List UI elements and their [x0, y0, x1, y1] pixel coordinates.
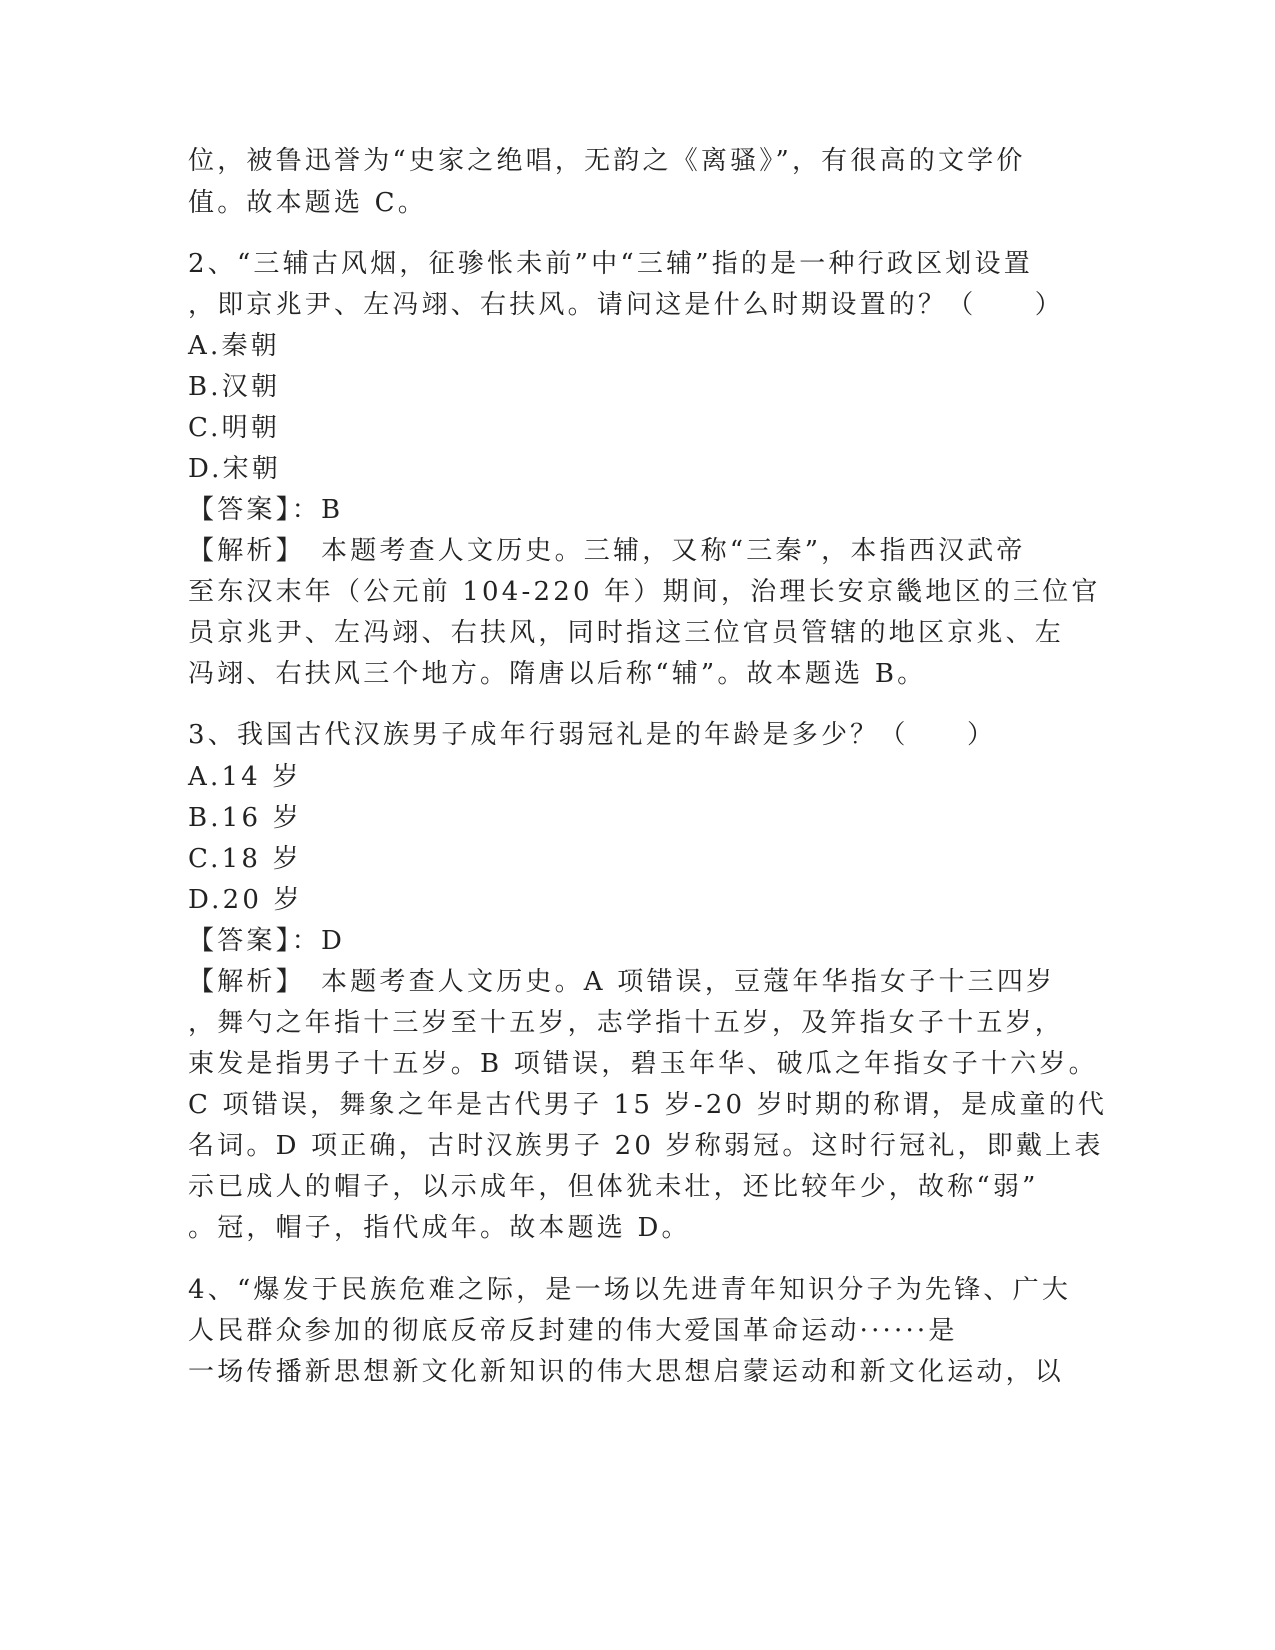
question-2-analysis: 员京兆尹、左冯翊、右扶风，同时指这三位官员管辖的地区京兆、左: [188, 618, 1065, 648]
question-3-analysis: C 项错误，舞象之年是古代男子 15 岁-20 岁时期的称谓，是成童的代: [188, 1090, 1108, 1120]
question-3-option-d: D.20 岁: [188, 885, 303, 915]
question-2-option-b: B.汉朝: [188, 372, 281, 402]
question-3-option-b: B.16 岁: [188, 803, 302, 833]
question-2-stem: 2、“三辅古风烟，征骖怅未前”中“三辅”指的是一种行政区划设置: [188, 249, 1033, 279]
question-2-analysis: 【解析】 本题考查人文历史。三辅，又称“三秦”，本指西汉武帝: [188, 536, 1026, 566]
question-2-answer: 【答案】：B: [188, 495, 344, 525]
question-2-option-c: C.明朝: [188, 413, 281, 443]
question-4-stem: 人民群众参加的彻底反帝反封建的伟大爱国革命运动······是: [188, 1316, 958, 1346]
question-3-analysis: 。冠，帽子，指代成年。故本题选 D。: [188, 1213, 691, 1243]
question-3-analysis: 示已成人的帽子，以示成年，但体犹未壮，还比较年少，故称“弱”: [188, 1172, 1039, 1202]
question-3-analysis: 【解析】 本题考查人文历史。A 项错误，豆蔻年华指女子十三四岁: [188, 967, 1056, 997]
question-3-stem: 3、我国古代汉族男子成年行弱冠礼是的年龄是多少？（ ）: [188, 720, 997, 750]
question-2-option-a: A.秦朝: [188, 331, 280, 361]
question-2-option-d: D.宋朝: [188, 454, 281, 484]
question-4-stem: 一场传播新思想新文化新知识的伟大思想启蒙运动和新文化运动，以: [188, 1357, 1065, 1387]
continuation-line: 值。故本题选 C。: [188, 188, 427, 218]
question-3-answer: 【答案】：D: [188, 926, 346, 956]
question-2-analysis: 冯翊、右扶风三个地方。隋唐以后称“辅”。故本题选 B。: [188, 659, 927, 689]
continuation-line: 位，被鲁迅誉为“史家之绝唱，无韵之《离骚》”，有很高的文学价: [188, 146, 1026, 176]
question-3-analysis: 名词。D 项正确，古时汉族男子 20 岁称弱冠。这时行冠礼，即戴上表: [188, 1131, 1104, 1161]
question-3-option-a: A.14 岁: [188, 762, 302, 792]
question-3-analysis: ，舞勺之年指十三岁至十五岁，志学指十五岁，及笄指女子十五岁，: [188, 1008, 1065, 1038]
question-2-stem: ，即京兆尹、左冯翊、右扶风。请问这是什么时期设置的？（ ）: [188, 290, 1065, 320]
question-3-analysis: 束发是指男子十五岁。B 项错误，碧玉年华、破瓜之年指女子十六岁。: [188, 1049, 1098, 1079]
question-4-stem: 4、“爆发于民族危难之际，是一场以先进青年知识分子为先锋、广大: [188, 1275, 1072, 1305]
question-3-option-c: C.18 岁: [188, 844, 302, 874]
question-2-analysis: 至东汉末年（公元前 104-220 年）期间，治理长安京畿地区的三位官: [188, 577, 1101, 607]
